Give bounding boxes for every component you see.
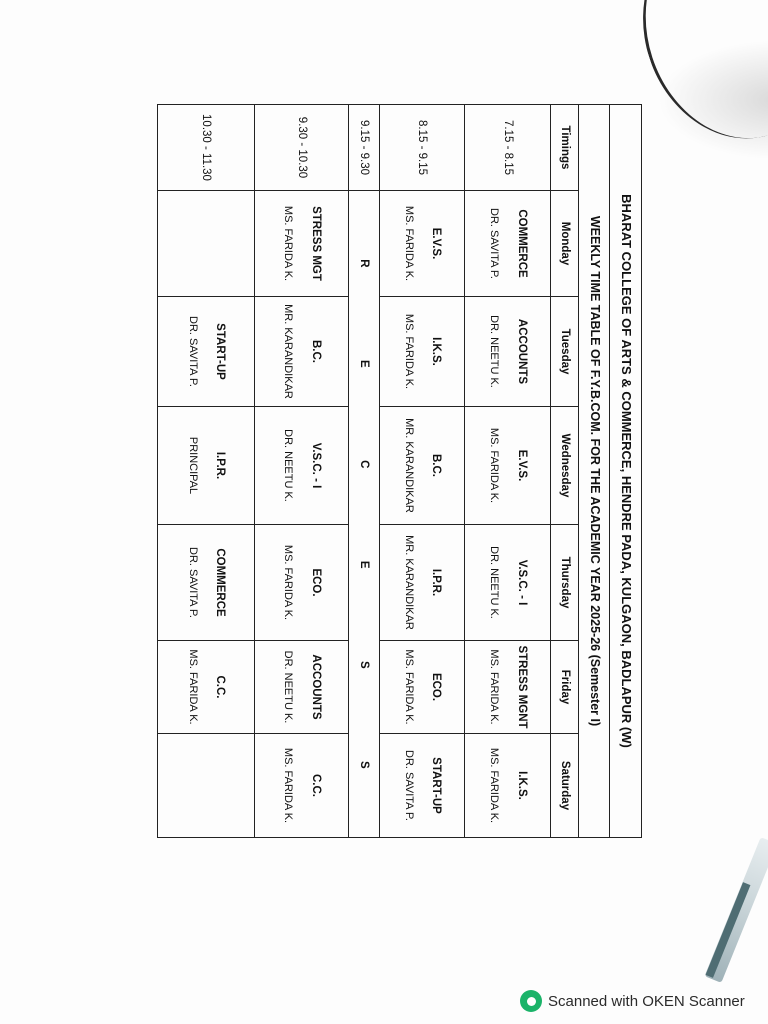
teacher-label: DR. SAVITA P. bbox=[186, 547, 199, 618]
teacher-label: MS. FARIDA K. bbox=[402, 205, 415, 282]
recess-letter: S bbox=[358, 761, 370, 769]
column-header-timings: Timings bbox=[551, 105, 579, 191]
teacher-label: MS. FARIDA K. bbox=[488, 427, 501, 504]
column-header-wednesday: Wednesday bbox=[551, 407, 579, 525]
teacher-label: MR. KARANDIKAR bbox=[282, 304, 295, 399]
teacher-label: MS. FARIDA K. bbox=[282, 205, 295, 282]
teacher-label: DR. NEETU K. bbox=[282, 429, 295, 502]
subject-label: B.C. bbox=[309, 340, 322, 363]
table-cell bbox=[158, 734, 255, 838]
table-cell bbox=[255, 641, 349, 734]
table-cell bbox=[379, 297, 465, 407]
table-cell bbox=[465, 191, 551, 297]
table-cell bbox=[255, 734, 349, 838]
teacher-label: MS. FARIDA K. bbox=[488, 747, 501, 824]
subject-label: E.V.S. bbox=[430, 227, 443, 260]
table-cell bbox=[379, 525, 465, 641]
recess-letter: R bbox=[358, 259, 370, 268]
subject-label: COMMERCE bbox=[515, 209, 528, 278]
table-cell bbox=[158, 525, 255, 641]
subject-label: C.C. bbox=[214, 675, 227, 699]
table-cell bbox=[465, 525, 551, 641]
teacher-label: DR. NEETU K. bbox=[282, 650, 295, 724]
timetable-sheet bbox=[157, 104, 642, 837]
teacher-label: MR. KARANDIKAR bbox=[402, 535, 415, 630]
table-cell bbox=[158, 407, 255, 525]
recess-letter: E bbox=[358, 560, 370, 569]
timetable-subtitle: WEEKLY TIME TABLE OF F.Y.B.COM. FOR THE ACADEMIC YEAR 2025-26 (Semester I) bbox=[578, 105, 610, 838]
table-cell bbox=[465, 734, 551, 838]
recess-time: 9.15 - 9.30 bbox=[349, 105, 380, 191]
teacher-label: MS. FARIDA K. bbox=[282, 747, 295, 824]
subject-label: START-UP bbox=[430, 757, 443, 814]
oken-scanner-logo-icon bbox=[520, 990, 542, 1012]
column-header-thursday: Thursday bbox=[551, 525, 579, 641]
subject-label: I.P.R. bbox=[430, 568, 443, 597]
subject-label: V.S.C. - I bbox=[309, 442, 322, 489]
recess-letter: E bbox=[358, 359, 370, 368]
recess-row bbox=[349, 105, 380, 838]
subject-label: C.C. bbox=[309, 774, 322, 797]
recess-label bbox=[349, 191, 380, 838]
subject-label: ACCOUNTS bbox=[309, 654, 322, 720]
table-cell bbox=[379, 641, 465, 734]
subject-label: STRESS MGT bbox=[309, 206, 322, 281]
college-title: BHARAT COLLEGE OF ARTS & COMMERCE, HENDRE PADA, KULGAON, BADLAPUR (W) bbox=[610, 105, 642, 838]
table-cell bbox=[255, 191, 349, 297]
time-slot: 9.30 - 10.30 bbox=[255, 105, 349, 191]
subject-label: I.K.S. bbox=[430, 337, 443, 366]
teacher-label: DR. SAVITA P. bbox=[402, 750, 415, 821]
recess-letter: S bbox=[358, 660, 370, 669]
teacher-label: MS. FARIDA K. bbox=[488, 649, 501, 725]
recess-letter: C bbox=[358, 460, 370, 469]
subject-label: ECO. bbox=[309, 568, 322, 597]
teacher-label: DR. NEETU K. bbox=[488, 315, 501, 388]
subject-label: V.S.C. - I bbox=[515, 559, 528, 606]
time-slot: 10.30 - 11.30 bbox=[158, 105, 255, 191]
teacher-label: DR. SAVITA P. bbox=[488, 208, 501, 279]
subject-label: ACCOUNTS bbox=[515, 318, 528, 385]
table-cell bbox=[255, 297, 349, 407]
column-header-saturday: Saturday bbox=[551, 734, 579, 838]
table-cell bbox=[158, 297, 255, 407]
table-cell bbox=[379, 734, 465, 838]
teacher-label: DR. SAVITA P. bbox=[186, 316, 199, 387]
table-row bbox=[255, 105, 349, 838]
subject-label: START-UP bbox=[214, 323, 227, 380]
header-row bbox=[551, 105, 579, 838]
table-row bbox=[158, 105, 255, 838]
table-cell bbox=[379, 407, 465, 525]
time-slot: 8.15 - 9.15 bbox=[379, 105, 465, 191]
table-cell bbox=[255, 525, 349, 641]
table-cell bbox=[465, 297, 551, 407]
subject-label: I.K.S. bbox=[515, 771, 528, 800]
teacher-label: DR. NEETU K. bbox=[488, 546, 501, 619]
subject-label: STRESS MGNT bbox=[515, 645, 528, 729]
table-cell bbox=[158, 191, 255, 297]
teacher-label: PRINCIPAL bbox=[186, 436, 199, 495]
table-cell bbox=[465, 641, 551, 734]
subject-label: I.P.R. bbox=[214, 451, 227, 480]
table-row bbox=[379, 105, 465, 838]
table-row bbox=[465, 105, 551, 838]
subject-label: E.V.S. bbox=[515, 449, 528, 482]
teacher-label: MS. FARIDA K. bbox=[282, 544, 295, 621]
table-cell bbox=[255, 407, 349, 525]
table-cell bbox=[465, 407, 551, 525]
time-slot: 7.15 - 8.15 bbox=[465, 105, 551, 191]
teacher-label: MS. FARIDA K. bbox=[402, 649, 415, 725]
table-cell bbox=[158, 641, 255, 734]
scanner-text: Scanned with OKEN Scanner bbox=[548, 992, 745, 1010]
table-cell bbox=[379, 191, 465, 297]
timetable bbox=[157, 104, 642, 838]
column-header-monday: Monday bbox=[551, 191, 579, 297]
subject-label: COMMERCE bbox=[214, 548, 227, 617]
subject-label: ECO. bbox=[430, 672, 443, 702]
teacher-label: MR. KARANDIKAR bbox=[402, 418, 415, 513]
teacher-label: MS. FARIDA K. bbox=[402, 313, 415, 390]
subject-label: B.C. bbox=[430, 454, 443, 477]
rotated-timetable bbox=[157, 104, 642, 837]
teacher-label: MS. FARIDA K. bbox=[186, 649, 199, 725]
column-header-tuesday: Tuesday bbox=[551, 297, 579, 407]
column-header-friday: Friday bbox=[551, 641, 579, 734]
scanner-watermark bbox=[520, 990, 745, 1012]
